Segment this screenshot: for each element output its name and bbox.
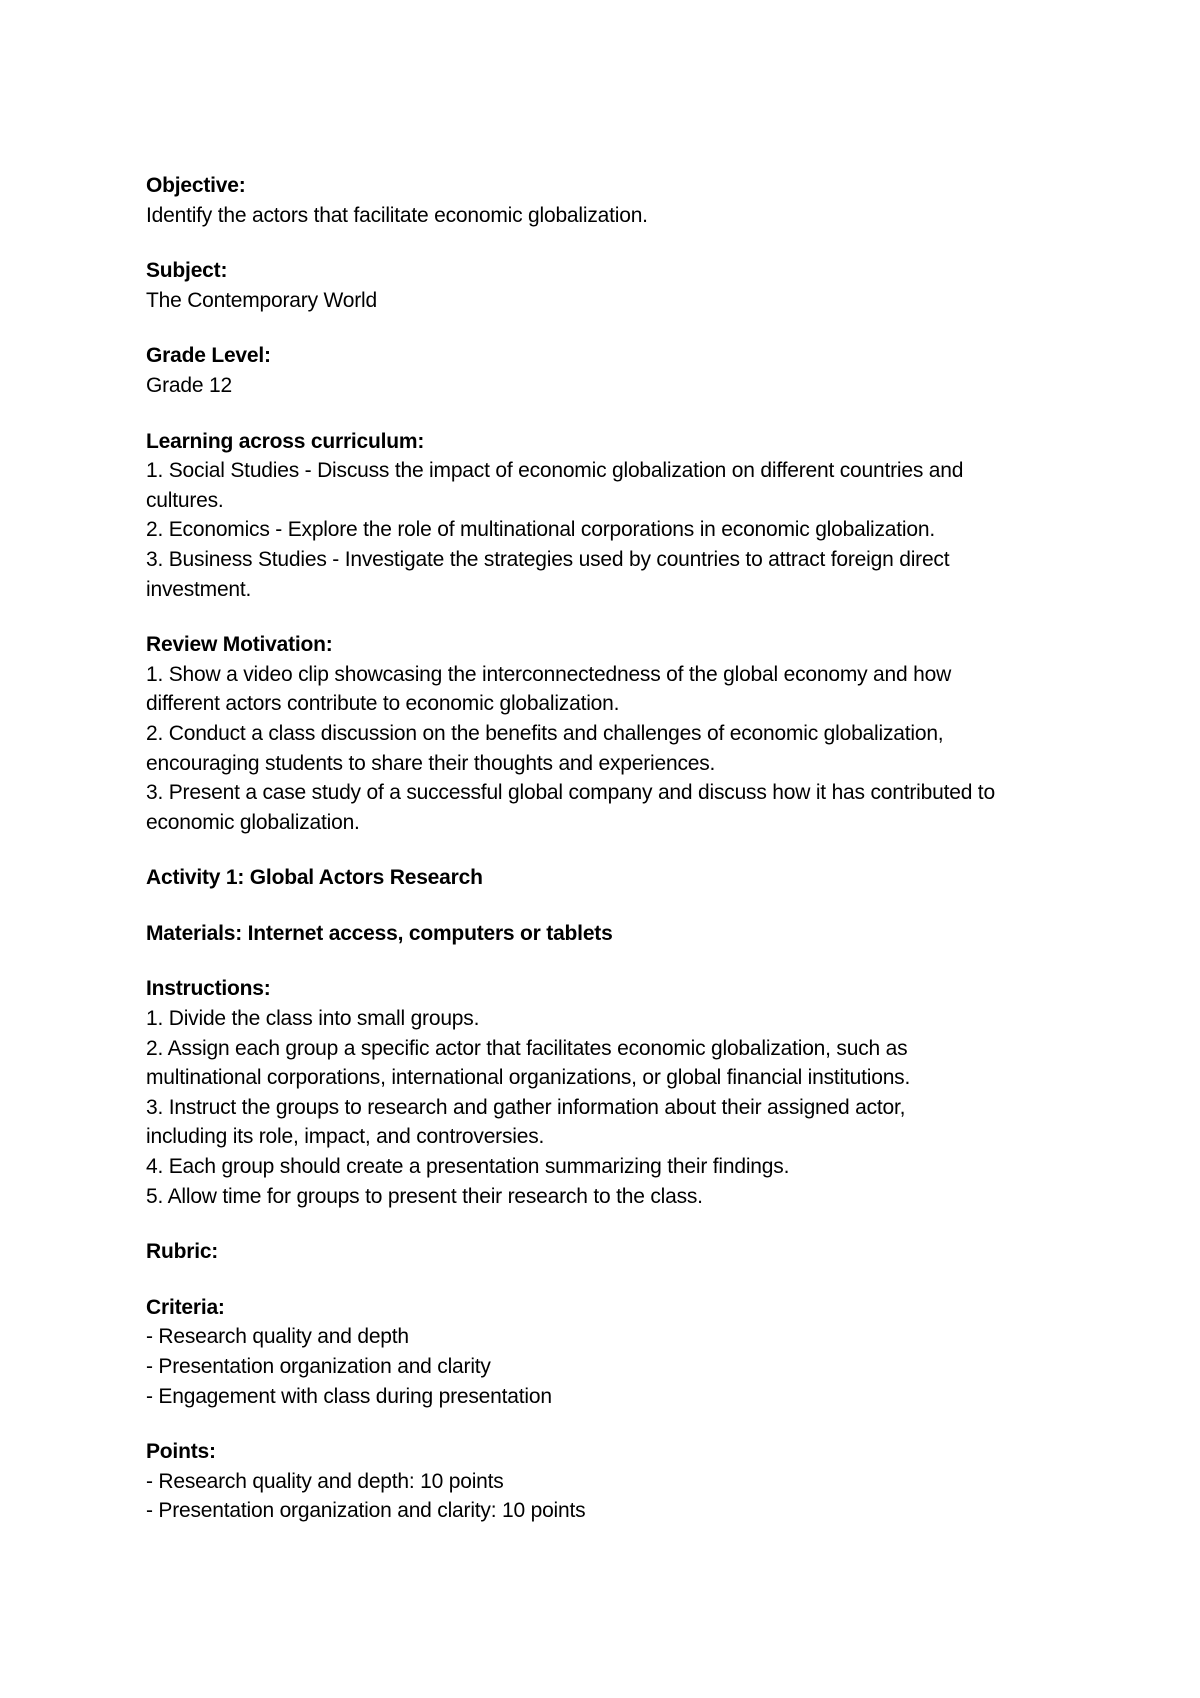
spacer [146, 315, 1086, 341]
learning-heading: Learning across curriculum: [146, 429, 425, 453]
materials-text: Materials: Internet access, computers or tablets [146, 921, 613, 945]
instruction-line: 3. Instruct the groups to research and gather information about their assigned actor, [146, 1095, 906, 1119]
objective-heading: Objective: [146, 174, 246, 197]
activity-title: Activity 1: Global Actors Research [146, 866, 483, 890]
instruction-line: 4. Each group should create a presentation summarizing their findings. [146, 1155, 790, 1179]
learning-line: 2. Economics - Explore the role of multinational corporations in economic globalization. [146, 518, 935, 542]
points-section [146, 1437, 1086, 1526]
learning-line: 3. Business Studies - Investigate the strategies used by countries to attract foreign direct [146, 547, 950, 571]
criteria-section [146, 1293, 1086, 1411]
learning-line: investment. [146, 577, 252, 601]
instruction-line: including its role, impact, and controversies. [146, 1125, 545, 1149]
criteria-line: - Presentation organization and clarity [146, 1355, 491, 1378]
criteria-line: - Engagement with class during presentation [146, 1384, 552, 1408]
spacer [146, 893, 1086, 919]
criteria-heading: Criteria: [146, 1295, 225, 1319]
spacer [146, 1411, 1086, 1437]
rubric-section [146, 1237, 1086, 1267]
review-motivation-line: encouraging students to share their thoughts and experiences. [146, 751, 716, 775]
review-motivation-line: economic globalization. [146, 810, 360, 834]
spacer [146, 837, 1086, 863]
subject-section [146, 256, 1086, 315]
learning-line: 1. Social Studies - Discuss the impact of economic globalization on different countries and [146, 459, 964, 483]
document-page [146, 171, 1086, 1526]
instruction-line: 5. Allow time for groups to present their research to the class. [146, 1184, 703, 1208]
review-motivation-line: 2. Conduct a class discussion on the benefits and challenges of economic globalization, [146, 721, 944, 745]
spacer [146, 401, 1086, 427]
objective-section [146, 171, 1086, 230]
subject-heading: Subject: [146, 259, 228, 283]
spacer [146, 948, 1086, 974]
objective-text: Identify the actors that facilitate economic globalization. [146, 203, 648, 227]
review-motivation-heading: Review Motivation: [146, 633, 333, 657]
spacer [146, 604, 1086, 630]
instruction-line: multinational corporations, international organizations, or global financial institutions. [146, 1066, 911, 1090]
review-motivation-line: 3. Present a case study of a successful global company and discuss how it has contributed to [146, 781, 995, 805]
learning-across-curriculum-section [146, 427, 1086, 605]
materials-section [146, 919, 1086, 949]
review-motivation-section [146, 630, 1086, 837]
instructions-heading: Instructions: [146, 977, 271, 1001]
points-heading: Points: [146, 1440, 216, 1464]
spacer [146, 1211, 1086, 1237]
spacer [146, 1267, 1086, 1293]
subject-text: The Contemporary World [146, 288, 377, 312]
instruction-line: 2. Assign each group a specific actor that facilitates economic globalization, such as [146, 1036, 908, 1060]
spacer [146, 230, 1086, 256]
learning-line: cultures. [146, 488, 224, 512]
criteria-line: - Research quality and depth [146, 1325, 409, 1349]
review-motivation-line: 1. Show a video clip showcasing the interconnectedness of the global economy and how [146, 662, 952, 686]
rubric-heading: Rubric: [146, 1240, 219, 1264]
review-motivation-line: different actors contribute to economic globalization. [146, 692, 620, 716]
points-line: - Research quality and depth: 10 points [146, 1469, 504, 1493]
grade-level-text: Grade 12 [146, 373, 232, 397]
instructions-section [146, 974, 1086, 1211]
activity-title-section [146, 863, 1086, 893]
points-line: - Presentation organization and clarity: 10 points [146, 1499, 586, 1523]
grade-level-section [146, 341, 1086, 400]
instruction-line: 1. Divide the class into small groups. [146, 1007, 480, 1031]
grade-level-heading: Grade Level: [146, 344, 271, 368]
